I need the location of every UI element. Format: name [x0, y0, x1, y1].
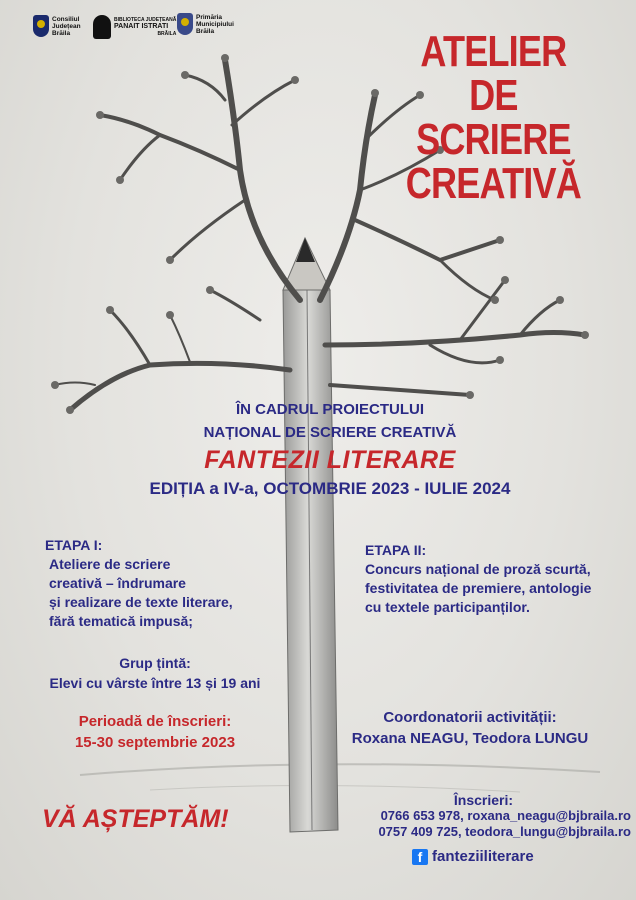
project-intro — [120, 398, 540, 444]
logo-primaria-line: Primăria — [196, 13, 223, 21]
title-line: SCRIERE — [416, 115, 571, 164]
stage-1-heading: ETAPA I: — [45, 537, 103, 553]
stage-1-line: și realizare de texte literare, — [49, 594, 233, 610]
stage-2 — [365, 541, 591, 617]
logo-biblioteca-line: BIBLIOTECA JUDEȚEANĂ — [114, 17, 177, 23]
contact-line-1[interactable]: 0766 653 978, roxana_neagu@bjbraila.ro — [380, 808, 631, 823]
logo-primaria-line: Brăila — [196, 27, 215, 35]
contact-block — [336, 792, 631, 840]
logo-biblioteca-line: PANAIT ISTRATI — [114, 23, 169, 30]
logo-primaria-line: Municipiului — [196, 20, 234, 28]
period-heading: Perioadă de înscrieri: — [78, 713, 232, 730]
stage-2-line: Concurs național de proză scurtă, — [365, 561, 591, 577]
contact-line-2[interactable]: 0757 409 725, teodora_lungu@bjbraila.ro — [378, 824, 631, 839]
stage-2-heading: ETAPA II: — [365, 542, 427, 558]
contact-heading: Înscrieri: — [453, 792, 514, 808]
logo-consiliu-line: Consiliul — [52, 15, 80, 23]
project-line-1: ÎN CADRUL PROIECTULUI — [235, 401, 425, 418]
coordinators-heading: Coordonatorii activității: — [383, 709, 557, 726]
coordinators-names: Roxana NEAGU, Teodora LUNGU — [351, 730, 589, 747]
facebook-icon: f — [412, 849, 428, 865]
stage-2-line: festivitatea de premiere, antologie — [365, 580, 592, 596]
title-line: ATELIER DE — [420, 27, 567, 120]
target-group — [15, 653, 295, 693]
logo-consiliu-judetean — [33, 15, 81, 37]
period-dates: 15-30 septembrie 2023 — [74, 734, 236, 751]
stage-1-line: fără tematică impusă; — [49, 613, 193, 629]
project-edition: EDIȚIA a IV-a, OCTOMBRIE 2023 - IULIE 2024 — [149, 479, 511, 498]
stage-1-line: creativă – îndrumare — [49, 575, 186, 591]
coordinators — [330, 707, 610, 749]
stage-1 — [45, 536, 233, 631]
project-line-2: NAȚIONAL DE SCRIERE CREATIVĂ — [203, 424, 457, 441]
welcome-message: VĂ AȘTEPTĂM! — [42, 805, 229, 833]
primaria-crest-icon — [177, 13, 193, 35]
logo-biblioteca — [93, 15, 176, 39]
logo-primaria — [177, 13, 234, 35]
poster-title — [395, 27, 592, 208]
registration-period — [20, 711, 290, 753]
target-heading: Grup țintă: — [119, 655, 191, 671]
stage-1-line: Ateliere de scriere — [49, 556, 171, 572]
facebook-link[interactable] — [412, 848, 534, 865]
logo-biblioteca-line: BRĂILA — [157, 31, 177, 37]
target-text: Elevi cu vârste între 13 și 19 ani — [49, 675, 261, 691]
logo-consiliu-line: Brăila — [52, 29, 71, 37]
project-name: FANTEZII LITERARE — [204, 446, 456, 474]
facebook-handle: fanteziiliterare — [432, 848, 534, 865]
logo-consiliu-line: Județean — [52, 22, 81, 30]
panait-istrati-portrait-icon — [93, 15, 111, 39]
stage-2-line: cu textele participanților. — [365, 599, 530, 615]
title-line: CREATIVĂ — [405, 159, 581, 208]
consiliu-crest-icon — [33, 15, 49, 37]
